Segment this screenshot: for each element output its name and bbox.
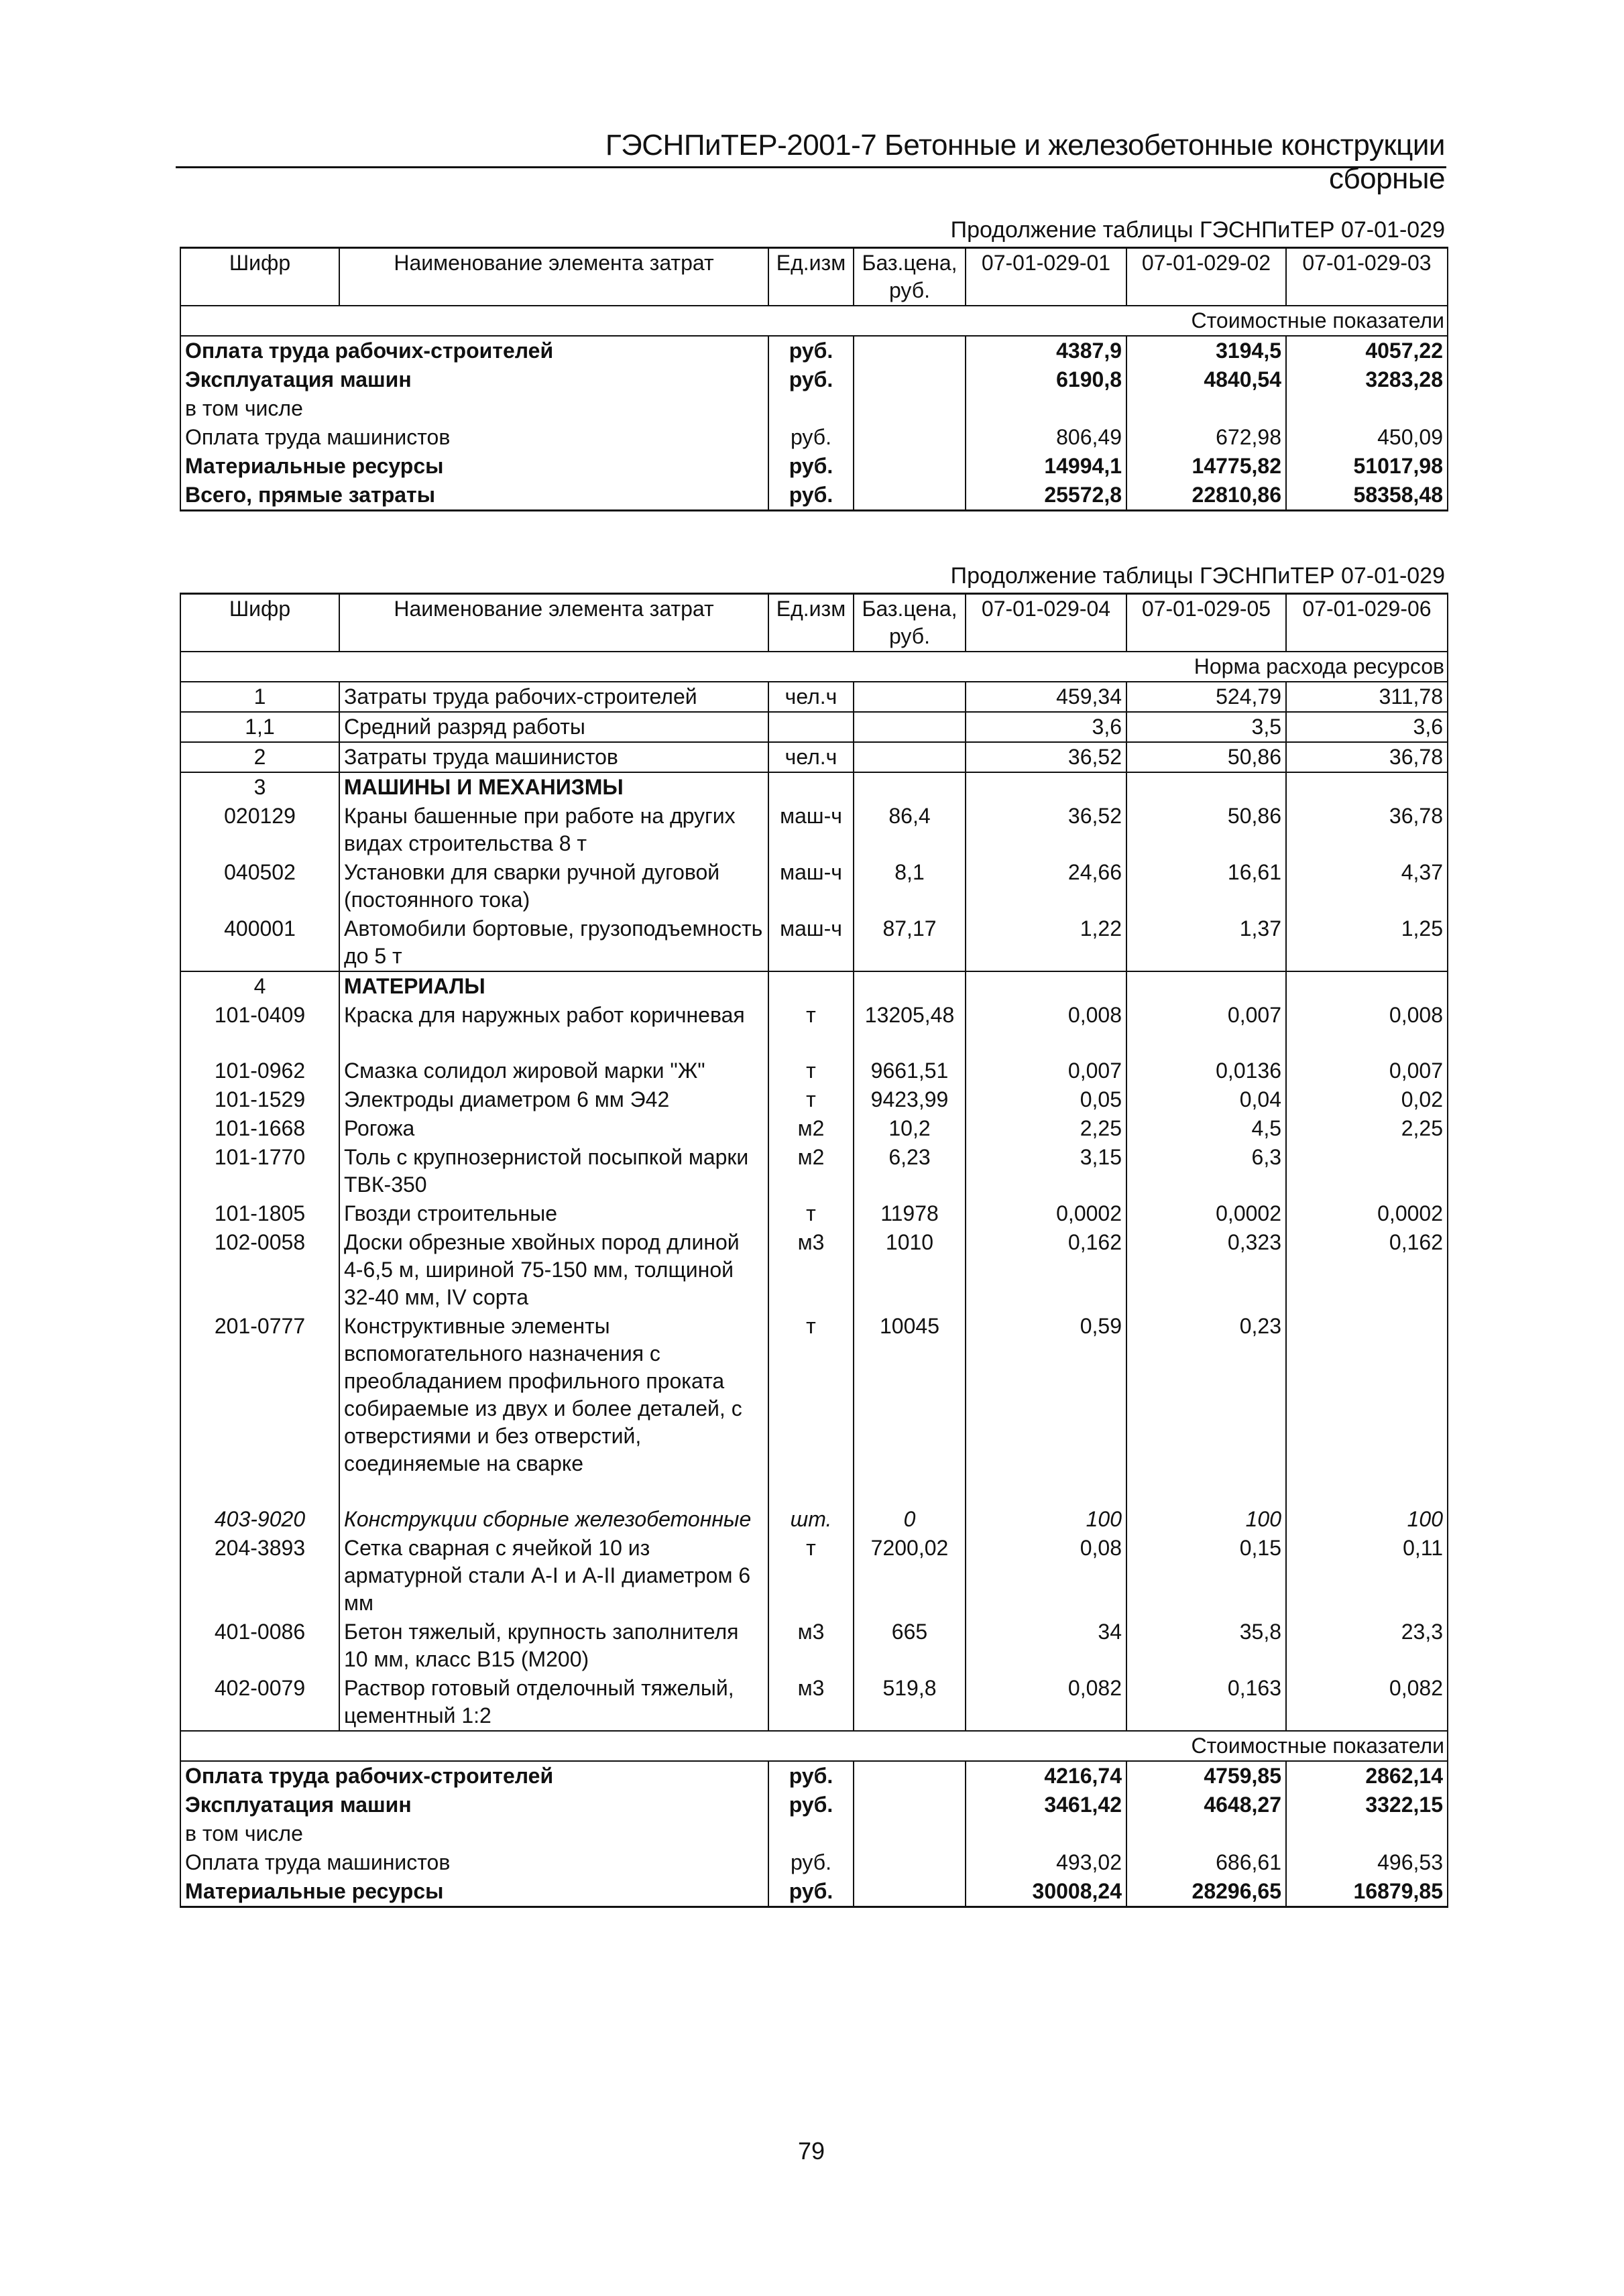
row-value-3: 51017,98 <box>1286 452 1448 481</box>
table-row <box>180 1674 1448 1731</box>
table-row <box>180 1114 1448 1143</box>
row-value-1: 4387,9 <box>966 336 1126 365</box>
row-base-price: 7200,02 <box>854 1534 966 1618</box>
row-base-price: 9661,51 <box>854 1056 966 1085</box>
table-row <box>180 914 1448 971</box>
row-unit <box>768 712 854 742</box>
table-row <box>180 336 1448 365</box>
table-row <box>180 1228 1448 1312</box>
section-label-row <box>180 1731 1448 1761</box>
row-value-1: 36,52 <box>966 742 1126 772</box>
header-name: Наименование элемента затрат <box>339 248 768 306</box>
section-label-row <box>180 652 1448 682</box>
row-unit: маш-ч <box>768 802 854 858</box>
row-base-price <box>854 365 966 394</box>
row-base-price: 665 <box>854 1618 966 1674</box>
row-value-2 <box>1126 971 1286 1001</box>
row-value-3: 0,02 <box>1286 1085 1448 1114</box>
row-code: 2 <box>180 742 339 772</box>
row-unit: руб. <box>768 1761 854 1791</box>
row-code: 101-1770 <box>180 1143 339 1199</box>
row-value-1: 0,162 <box>966 1228 1126 1312</box>
table-header-row <box>180 594 1448 652</box>
row-value-1 <box>966 1819 1126 1848</box>
row-value-2: 0,323 <box>1126 1228 1286 1312</box>
table2-caption: Продолжение таблицы ГЭСНПиТЕР 07-01-029 <box>950 563 1445 589</box>
row-name: Электроды диаметром 6 мм Э42 <box>339 1085 768 1114</box>
row-name: Конструктивные элементы вспомогательного назначения с преобладанием профильного проката собираемые из двух и более деталей, с отверстиями и без отверстий, соединяемые на сварке <box>339 1312 768 1505</box>
row-name: Эксплуатация машин <box>180 1791 768 1819</box>
row-name: МАШИНЫ И МЕХАНИЗМЫ <box>339 772 768 802</box>
row-unit: м3 <box>768 1674 854 1731</box>
row-base-price: 86,4 <box>854 802 966 858</box>
row-value-1: 0,59 <box>966 1312 1126 1505</box>
row-base-price: 9423,99 <box>854 1085 966 1114</box>
row-value-2: 50,86 <box>1126 802 1286 858</box>
row-name: Материальные ресурсы <box>180 1877 768 1907</box>
row-value-2: 16,61 <box>1126 858 1286 914</box>
header-code: Шифр <box>180 594 339 652</box>
row-value-1 <box>966 971 1126 1001</box>
row-name: Материальные ресурсы <box>180 452 768 481</box>
table-row <box>180 1534 1448 1618</box>
row-unit: маш-ч <box>768 914 854 971</box>
row-unit <box>768 971 854 1001</box>
row-name: в том числе <box>180 1819 768 1848</box>
row-value-1: 3461,42 <box>966 1791 1126 1819</box>
row-value-2: 22810,86 <box>1126 481 1286 511</box>
row-unit: м2 <box>768 1143 854 1199</box>
row-value-1: 25572,8 <box>966 481 1126 511</box>
row-value-3: 3,6 <box>1286 712 1448 742</box>
row-value-1: 36,52 <box>966 802 1126 858</box>
row-base-price <box>854 971 966 1001</box>
row-name: Затраты труда рабочих-строителей <box>339 682 768 712</box>
row-value-1: 4216,74 <box>966 1761 1126 1791</box>
row-code: 3 <box>180 772 339 802</box>
row-value-3 <box>1286 772 1448 802</box>
row-unit: т <box>768 1534 854 1618</box>
row-value-1: 24,66 <box>966 858 1126 914</box>
table-row <box>180 1056 1448 1085</box>
row-name: Краска для наружных работ коричневая <box>339 1001 768 1056</box>
table-row <box>180 365 1448 394</box>
row-value-2: 0,23 <box>1126 1312 1286 1505</box>
table-row <box>180 772 1448 802</box>
row-base-price <box>854 1877 966 1907</box>
header-base-price: Баз.цена, руб. <box>854 594 966 652</box>
row-base-price <box>854 1761 966 1791</box>
row-base-price: 519,8 <box>854 1674 966 1731</box>
row-base-price <box>854 742 966 772</box>
row-value-3: 3322,15 <box>1286 1791 1448 1819</box>
table-row <box>180 712 1448 742</box>
row-value-2: 35,8 <box>1126 1618 1286 1674</box>
table-row <box>180 1312 1448 1505</box>
table-row <box>180 452 1448 481</box>
row-value-2: 672,98 <box>1126 423 1286 452</box>
row-name: Конструкции сборные железобетонные <box>339 1505 768 1534</box>
row-unit: руб. <box>768 452 854 481</box>
row-name: Смазка солидол жировой марки "Ж" <box>339 1056 768 1085</box>
row-unit: маш-ч <box>768 858 854 914</box>
row-name: Краны башенные при работе на других видах строительства 8 т <box>339 802 768 858</box>
row-base-price <box>854 1791 966 1819</box>
row-unit: т <box>768 1199 854 1228</box>
table-row <box>180 742 1448 772</box>
row-value-3: 496,53 <box>1286 1848 1448 1877</box>
row-value-1: 3,15 <box>966 1143 1126 1199</box>
row-code: 101-1668 <box>180 1114 339 1143</box>
row-value-1: 0,008 <box>966 1001 1126 1056</box>
table-row <box>180 971 1448 1001</box>
table-row <box>180 1001 1448 1056</box>
table-header-row <box>180 248 1448 306</box>
row-value-1: 30008,24 <box>966 1877 1126 1907</box>
table-row <box>180 1877 1448 1907</box>
row-value-3: 1,25 <box>1286 914 1448 971</box>
row-value-1: 459,34 <box>966 682 1126 712</box>
row-value-2: 50,86 <box>1126 742 1286 772</box>
page-number: 79 <box>797 2137 825 2165</box>
row-value-2: 4759,85 <box>1126 1761 1286 1791</box>
row-base-price: 6,23 <box>854 1143 966 1199</box>
row-name: Рогожа <box>339 1114 768 1143</box>
row-code: 402-0079 <box>180 1674 339 1731</box>
table-row <box>180 1143 1448 1199</box>
row-name: в том числе <box>180 394 768 423</box>
row-value-2: 0,0002 <box>1126 1199 1286 1228</box>
document-header-title: ГЭСНПиТЕР-2001-7 Бетонные и железобетонные конструкции сборные <box>605 129 1445 195</box>
row-unit: руб. <box>768 336 854 365</box>
table-row <box>180 1505 1448 1534</box>
row-name: МАТЕРИАЛЫ <box>339 971 768 1001</box>
row-value-2 <box>1126 394 1286 423</box>
row-base-price <box>854 712 966 742</box>
row-unit <box>768 772 854 802</box>
row-value-3: 3283,28 <box>1286 365 1448 394</box>
header-divider <box>176 166 1446 168</box>
row-name: Затраты труда машинистов <box>339 742 768 772</box>
row-name: Толь с крупнозернистой посыпкой марки ТВК-350 <box>339 1143 768 1199</box>
header-unit: Ед.изм <box>768 248 854 306</box>
row-code: 204-3893 <box>180 1534 339 1618</box>
header-col-2: 07-01-029-05 <box>1126 594 1286 652</box>
row-value-3: 23,3 <box>1286 1618 1448 1674</box>
table-row <box>180 394 1448 423</box>
row-value-1 <box>966 772 1126 802</box>
table-row <box>180 1761 1448 1791</box>
table-row <box>180 1085 1448 1114</box>
row-unit: руб. <box>768 1877 854 1907</box>
row-value-3 <box>1286 1143 1448 1199</box>
row-base-price <box>854 452 966 481</box>
row-unit: руб. <box>768 1848 854 1877</box>
row-value-2: 1,37 <box>1126 914 1286 971</box>
header-col-2: 07-01-029-02 <box>1126 248 1286 306</box>
row-value-2: 4,5 <box>1126 1114 1286 1143</box>
row-value-3: 0,0002 <box>1286 1199 1448 1228</box>
row-value-3: 58358,48 <box>1286 481 1448 511</box>
row-value-1: 0,007 <box>966 1056 1126 1085</box>
resource-table-2 <box>180 593 1448 1908</box>
section-label-cost: Стоимостные показатели <box>180 1731 1448 1761</box>
row-value-1: 14994,1 <box>966 452 1126 481</box>
row-name: Эксплуатация машин <box>180 365 768 394</box>
row-name: Оплата труда рабочих-строителей <box>180 1761 768 1791</box>
row-value-3 <box>1286 971 1448 1001</box>
header-base-price: Баз.цена, руб. <box>854 248 966 306</box>
row-value-3 <box>1286 1819 1448 1848</box>
row-name: Оплата труда машинистов <box>180 423 768 452</box>
row-code: 400001 <box>180 914 339 971</box>
row-value-1: 806,49 <box>966 423 1126 452</box>
row-code: 401-0086 <box>180 1618 339 1674</box>
header-col-1: 07-01-029-01 <box>966 248 1126 306</box>
row-unit: шт. <box>768 1505 854 1534</box>
row-value-3: 2862,14 <box>1286 1761 1448 1791</box>
row-base-price <box>854 481 966 511</box>
row-name: Средний разряд работы <box>339 712 768 742</box>
row-value-1: 2,25 <box>966 1114 1126 1143</box>
row-value-3: 4,37 <box>1286 858 1448 914</box>
row-base-price <box>854 394 966 423</box>
row-value-3: 0,007 <box>1286 1056 1448 1085</box>
table-row <box>180 1199 1448 1228</box>
row-unit: т <box>768 1056 854 1085</box>
row-value-1: 0,08 <box>966 1534 1126 1618</box>
table-row <box>180 1848 1448 1877</box>
row-base-price: 8,1 <box>854 858 966 914</box>
section-label-norms: Норма расхода ресурсов <box>180 652 1448 682</box>
row-unit: т <box>768 1001 854 1056</box>
table-row <box>180 481 1448 511</box>
row-value-2: 0,0136 <box>1126 1056 1286 1085</box>
row-name: Оплата труда рабочих-строителей <box>180 336 768 365</box>
row-value-1: 6190,8 <box>966 365 1126 394</box>
row-value-2 <box>1126 1819 1286 1848</box>
row-base-price <box>854 336 966 365</box>
row-value-3: 100 <box>1286 1505 1448 1534</box>
row-code: 101-0409 <box>180 1001 339 1056</box>
row-value-2: 0,163 <box>1126 1674 1286 1731</box>
row-value-3: 0,082 <box>1286 1674 1448 1731</box>
table-row <box>180 858 1448 914</box>
row-code: 1 <box>180 682 339 712</box>
row-value-2: 3,5 <box>1126 712 1286 742</box>
row-name: Доски обрезные хвойных пород длиной 4-6,5 м, шириной 75-150 мм, толщиной 32-40 мм, IV сорта <box>339 1228 768 1312</box>
header-col-1: 07-01-029-04 <box>966 594 1126 652</box>
row-value-1: 0,082 <box>966 1674 1126 1731</box>
table-row <box>180 802 1448 858</box>
row-base-price <box>854 682 966 712</box>
row-unit: м2 <box>768 1114 854 1143</box>
row-unit: чел.ч <box>768 682 854 712</box>
row-value-2: 14775,82 <box>1126 452 1286 481</box>
row-name: Установки для сварки ручной дуговой (постоянного тока) <box>339 858 768 914</box>
row-base-price: 1010 <box>854 1228 966 1312</box>
section-label-row <box>180 306 1448 336</box>
row-value-1: 0,05 <box>966 1085 1126 1114</box>
row-base-price <box>854 1819 966 1848</box>
row-value-2: 0,007 <box>1126 1001 1286 1056</box>
row-value-3: 450,09 <box>1286 423 1448 452</box>
row-unit: руб. <box>768 423 854 452</box>
row-unit: руб. <box>768 1791 854 1819</box>
row-value-3: 16879,85 <box>1286 1877 1448 1907</box>
row-value-3 <box>1286 1312 1448 1505</box>
row-name: Всего, прямые затраты <box>180 481 768 511</box>
row-value-2: 524,79 <box>1126 682 1286 712</box>
row-name: Оплата труда машинистов <box>180 1848 768 1877</box>
row-value-1: 3,6 <box>966 712 1126 742</box>
row-value-2: 28296,65 <box>1126 1877 1286 1907</box>
row-base-price: 87,17 <box>854 914 966 971</box>
header-col-3: 07-01-029-06 <box>1286 594 1448 652</box>
table1-caption: Продолжение таблицы ГЭСНПиТЕР 07-01-029 <box>950 217 1445 243</box>
row-value-2: 4840,54 <box>1126 365 1286 394</box>
row-base-price: 10045 <box>854 1312 966 1505</box>
row-unit <box>768 394 854 423</box>
row-code: 1,1 <box>180 712 339 742</box>
row-value-3: 0,162 <box>1286 1228 1448 1312</box>
header-unit: Ед.изм <box>768 594 854 652</box>
row-value-3: 36,78 <box>1286 742 1448 772</box>
row-value-2: 686,61 <box>1126 1848 1286 1877</box>
row-value-3: 0,11 <box>1286 1534 1448 1618</box>
row-name: Автомобили бортовые, грузоподъемность до 5 т <box>339 914 768 971</box>
header-code: Шифр <box>180 248 339 306</box>
row-base-price <box>854 423 966 452</box>
row-base-price: 10,2 <box>854 1114 966 1143</box>
row-name: Сетка сварная с ячейкой 10 из арматурной стали А-I и А-II диаметром 6 мм <box>339 1534 768 1618</box>
row-name: Бетон тяжелый, крупность заполнителя 10 мм, класс В15 (М200) <box>339 1618 768 1674</box>
table-row <box>180 1618 1448 1674</box>
table-row <box>180 1791 1448 1819</box>
row-value-1: 0,0002 <box>966 1199 1126 1228</box>
row-base-price <box>854 1848 966 1877</box>
cost-table-1 <box>180 247 1448 511</box>
row-value-3 <box>1286 394 1448 423</box>
row-value-3: 36,78 <box>1286 802 1448 858</box>
row-value-1: 1,22 <box>966 914 1126 971</box>
row-value-2: 0,15 <box>1126 1534 1286 1618</box>
row-value-1: 34 <box>966 1618 1126 1674</box>
row-base-price: 0 <box>854 1505 966 1534</box>
row-name: Гвозди строительные <box>339 1199 768 1228</box>
row-name: Раствор готовый отделочный тяжелый, цементный 1:2 <box>339 1674 768 1731</box>
table-row <box>180 1819 1448 1848</box>
row-value-3: 2,25 <box>1286 1114 1448 1143</box>
row-base-price: 13205,48 <box>854 1001 966 1056</box>
row-unit <box>768 1819 854 1848</box>
row-value-2: 4648,27 <box>1126 1791 1286 1819</box>
row-value-2 <box>1126 772 1286 802</box>
header-col-3: 07-01-029-03 <box>1286 248 1448 306</box>
row-value-3: 4057,22 <box>1286 336 1448 365</box>
row-base-price: 11978 <box>854 1199 966 1228</box>
row-code: 101-1529 <box>180 1085 339 1114</box>
row-value-2: 0,04 <box>1126 1085 1286 1114</box>
row-value-1 <box>966 394 1126 423</box>
row-value-2: 100 <box>1126 1505 1286 1534</box>
row-code: 040502 <box>180 858 339 914</box>
row-value-2: 3194,5 <box>1126 336 1286 365</box>
row-base-price <box>854 772 966 802</box>
row-code: 020129 <box>180 802 339 858</box>
row-code: 101-0962 <box>180 1056 339 1085</box>
row-unit: м3 <box>768 1228 854 1312</box>
row-code: 201-0777 <box>180 1312 339 1505</box>
row-unit: м3 <box>768 1618 854 1674</box>
row-code: 102-0058 <box>180 1228 339 1312</box>
row-value-3: 311,78 <box>1286 682 1448 712</box>
row-code: 403-9020 <box>180 1505 339 1534</box>
section-label-cost: Стоимостные показатели <box>180 306 1448 336</box>
row-value-3: 0,008 <box>1286 1001 1448 1056</box>
row-value-2: 6,3 <box>1126 1143 1286 1199</box>
table-row <box>180 423 1448 452</box>
row-unit: чел.ч <box>768 742 854 772</box>
row-code: 4 <box>180 971 339 1001</box>
row-unit: руб. <box>768 365 854 394</box>
row-unit: руб. <box>768 481 854 511</box>
table-row <box>180 682 1448 712</box>
header-name: Наименование элемента затрат <box>339 594 768 652</box>
row-code: 101-1805 <box>180 1199 339 1228</box>
row-unit: т <box>768 1085 854 1114</box>
row-unit: т <box>768 1312 854 1505</box>
row-value-1: 493,02 <box>966 1848 1126 1877</box>
row-value-1: 100 <box>966 1505 1126 1534</box>
